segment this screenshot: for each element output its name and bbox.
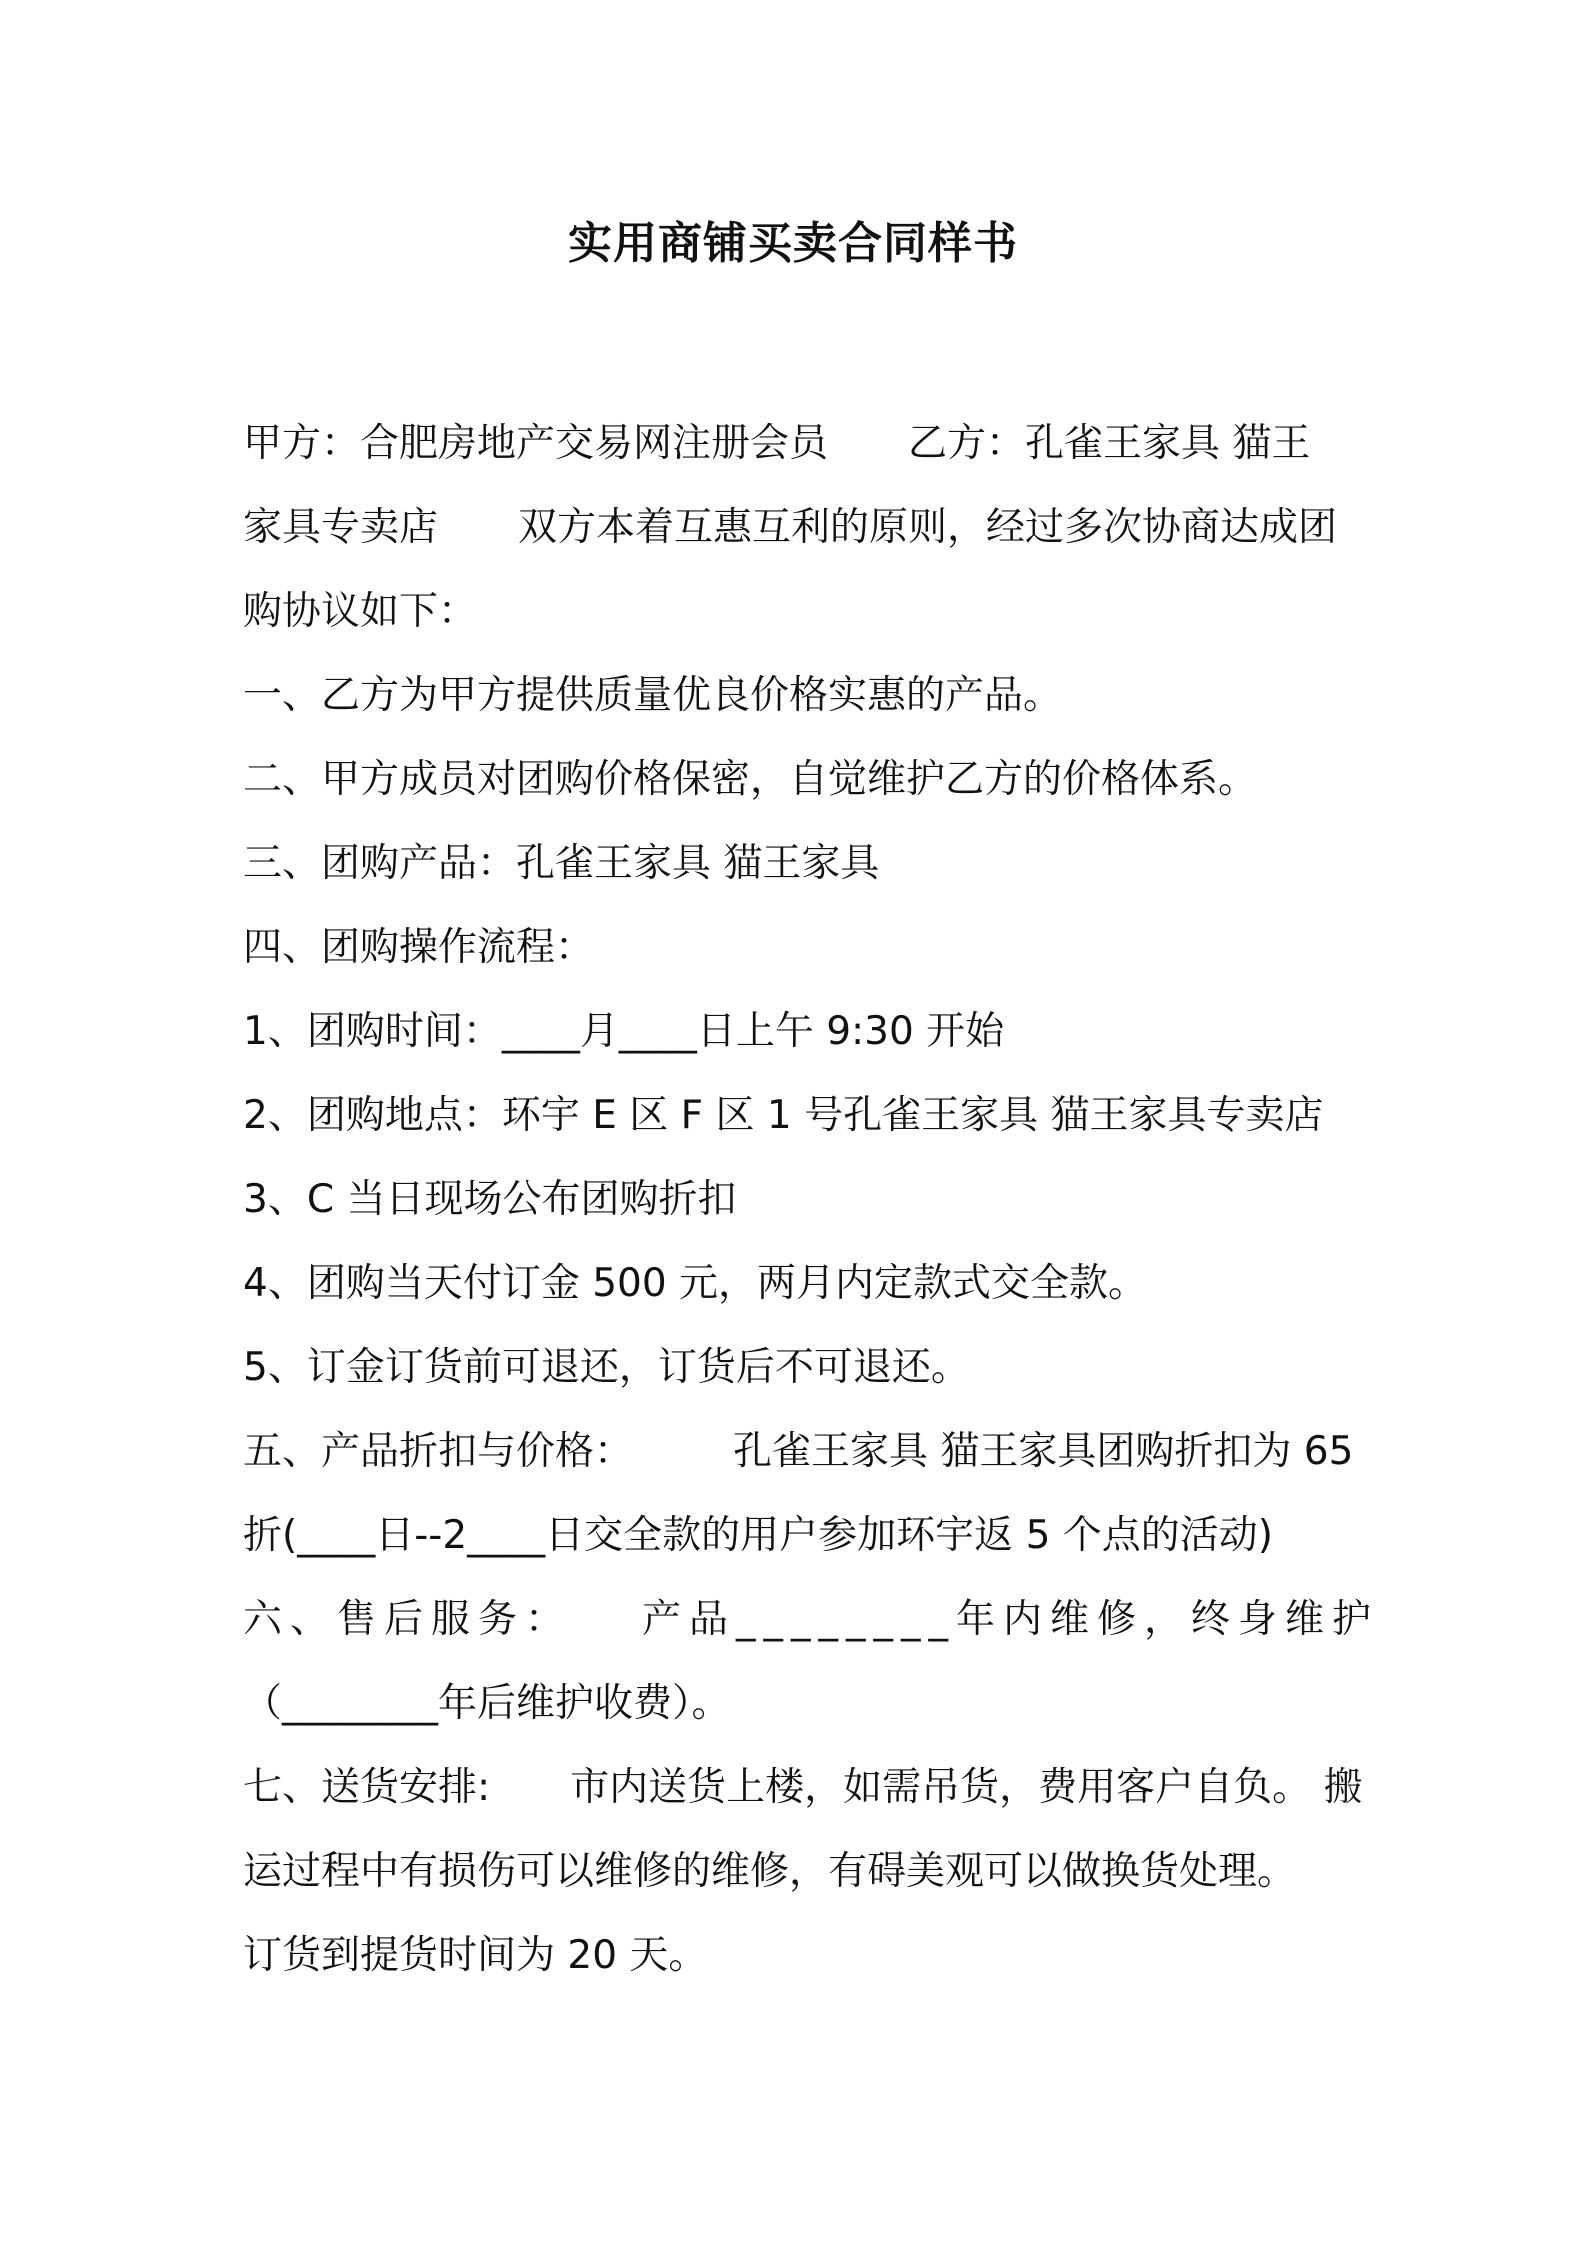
clause-5-discount: 孔雀王家具 猫王家具团购折扣为 65	[733, 1429, 1354, 1474]
clause-6-warranty: 产品________年内维修，终身维护	[642, 1597, 1380, 1642]
clause-7-line-3: 订货到提货时间为 20 天。	[243, 1933, 708, 1978]
clause-6-line-1	[243, 1578, 1380, 1662]
clause-2: 二、甲方成员对团购价格保密，自觉维护乙方的价格体系。	[243, 757, 1258, 802]
parties-line-2	[243, 486, 1353, 570]
clause-3: 三、团购产品：孔雀王家具 猫王家具	[243, 841, 880, 886]
clause-4: 四、团购操作流程：	[243, 925, 595, 970]
party-b-text: 乙方：孔雀王家具 猫王	[908, 421, 1311, 466]
subclause-1: 1、团购时间：____月____日上午 9:30 开始	[243, 1009, 1005, 1054]
clause-7-line-1	[243, 1746, 1363, 1830]
clause-7-heading: 七、送货安排:	[243, 1765, 491, 1810]
parties-line-1	[243, 402, 1353, 486]
clause-5-line-1	[243, 1410, 1353, 1494]
parties-line-3: 购协议如下：	[243, 589, 478, 634]
subclause-5: 5、订金订货前可退还，订货后不可退还。	[243, 1345, 970, 1390]
subclause-2: 2、团购地点：环宇 E 区 F 区 1 号孔雀王家具 猫王家具专卖店	[243, 1093, 1324, 1138]
clause-6-line-2: （________年后维护收费）。	[243, 1681, 731, 1726]
clause-5-heading: 五、产品折扣与价格：	[243, 1429, 634, 1474]
party-a-text: 甲方：合肥房地产交易网注册会员	[243, 421, 829, 466]
document-title: 实用商铺买卖合同样书	[568, 218, 1018, 269]
agreement-intro-text: 双方本着互惠互利的原则，经过多次协商达成团	[518, 505, 1338, 550]
clause-7-delivery: 市内送货上楼，如需吊货，费用客户自负。 搬	[570, 1765, 1363, 1810]
document-body	[243, 402, 1380, 1998]
clause-6-heading: 六、售后服务：	[243, 1597, 573, 1642]
party-b-store-text: 家具专卖店	[243, 505, 439, 550]
clause-5-line-2: 折(____日--2____日交全款的用户参加环宇返 5 个点的活动)	[243, 1513, 1273, 1558]
subclause-4: 4、团购当天付订金 500 元，两月内定款式交全款。	[243, 1261, 1148, 1306]
clause-1: 一、乙方为甲方提供质量优良价格实惠的产品。	[243, 673, 1063, 718]
clause-7-line-2: 运过程中有损伤可以维修的维修，有碍美观可以做换货处理。	[243, 1849, 1297, 1894]
subclause-3: 3、C 当日现场公布团购折扣	[243, 1177, 737, 1222]
